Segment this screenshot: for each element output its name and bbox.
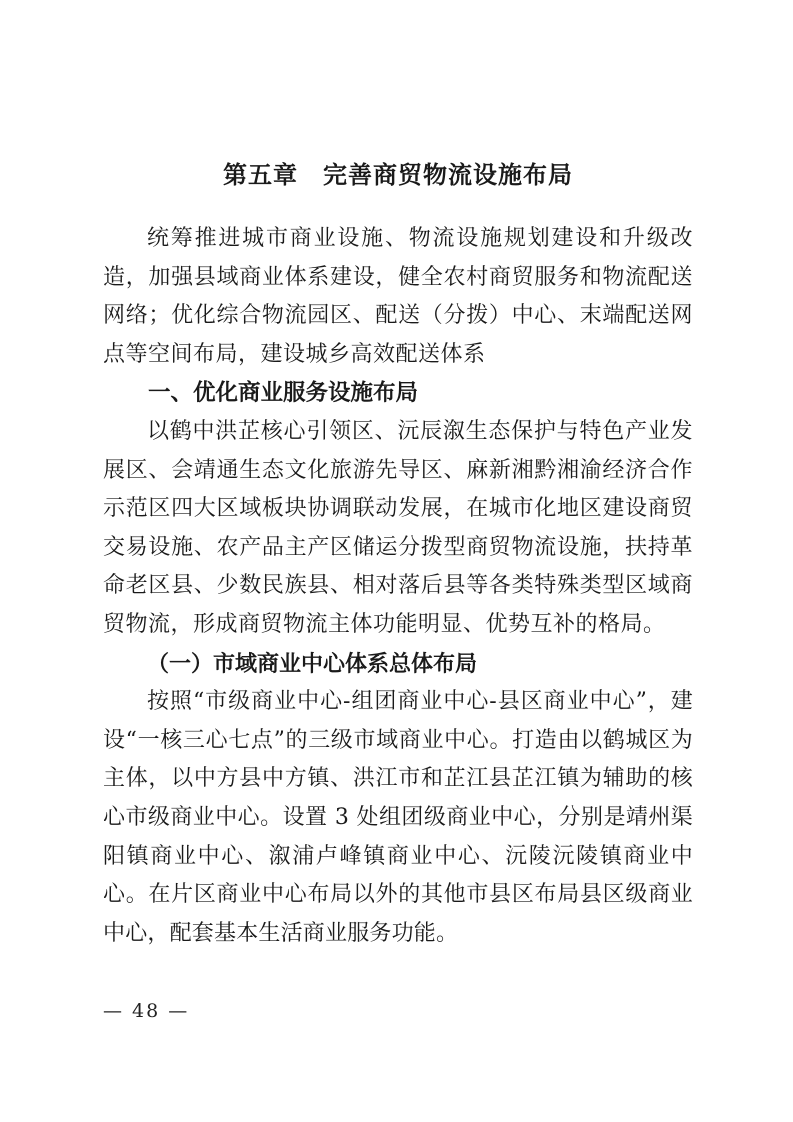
section-1-paragraph: 以鹤中洪芷核心引领区、沅辰溆生态保护与特色产业发展区、会靖通生态文化旅游先导区、麻新湘黔湘渝经济合作示范区四大区域板块协调联动发展，在城市化地区建设商贸交易设施、农产品主产区储运分拨型商贸物流设施，扶持革命老区县、少数民族县、相对落后县等各类特殊类型区域商贸物流，形成商贸物流主体功能明显、优势互补的格局。 — [103, 418, 693, 637]
section-1-heading: 一、优化商业服务设施布局 — [148, 380, 419, 407]
subsection-1-paragraph: 按照“市级商业中心-组团商业中心-县区商业中心”，建设“一核三心七点”的三级市域商业中心。打造由以鹤城区为主体，以中方县中方镇、洪江市和芷江县芷江镇为辅助的核心市级商业中心。设置 3 处组团级商业中心，分别是靖州渠阳镇商业中心、溆浦卢峰镇商业中心、沅陵沅陵镇商业中心。在片区商业中心布局以外的其他市县区布局县区级商业中心，配套基本生活商业服务功能。 — [103, 689, 693, 946]
intro-paragraph: 统筹推进城市商业设施、物流设施规划建设和升级改造，加强县域商业体系建设，健全农村商贸服务和物流配送网络；优化综合物流园区、配送（分拨）中心、末端配送网点等空间布局，建设城乡高效配送体系 — [103, 226, 693, 367]
subsection-1-heading: （一）市域商业中心体系总体布局 — [147, 650, 478, 677]
document-content — [103, 158, 693, 953]
chapter-title: 第五章 完善商贸物流设施布局 — [223, 161, 573, 189]
page-number: — 48 — — [103, 1000, 190, 1022]
